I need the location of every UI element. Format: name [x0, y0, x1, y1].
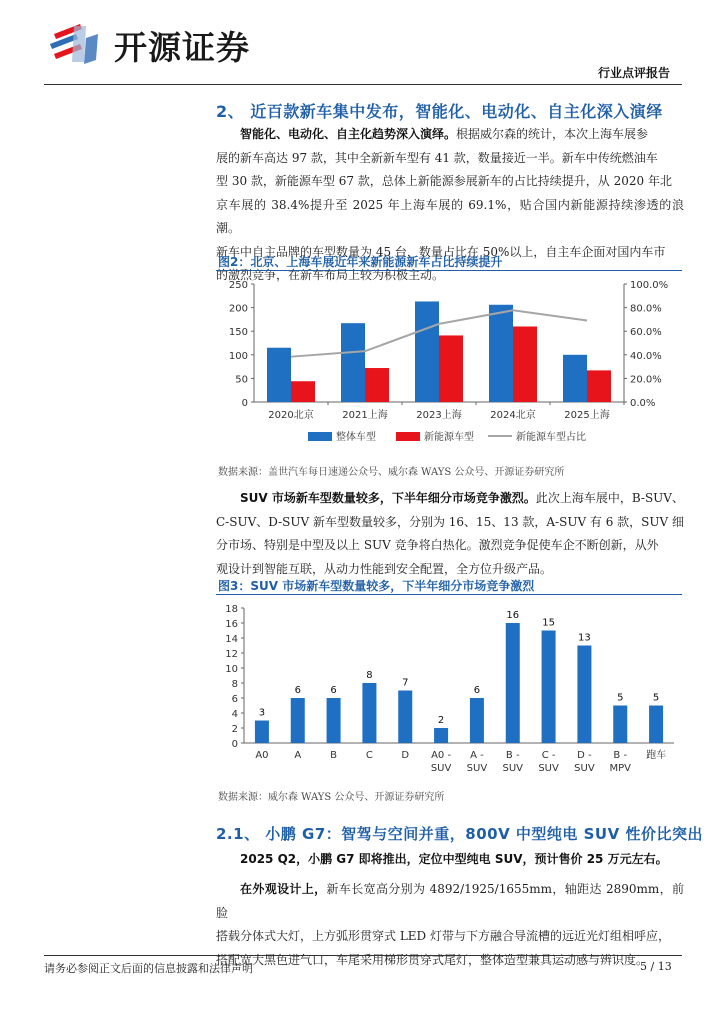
paragraph-g7-exterior: [216, 878, 684, 972]
bar-model-count: [291, 698, 305, 743]
legend-label-total: 整体车型: [336, 432, 376, 443]
y-tick-label: 6: [231, 694, 238, 705]
text-line: 的激烈竞争，在新车布局上较为积极主动。: [216, 268, 445, 282]
bar-data-label: 2: [437, 715, 445, 726]
footer-rule: [44, 955, 682, 956]
header-rule: [44, 84, 682, 85]
y-tick-label-left: 150: [228, 327, 248, 339]
bar-data-label: 6: [473, 685, 481, 696]
bar-model-count: [470, 698, 484, 743]
x-tick-label: SUV: [502, 763, 524, 774]
y-tick-label-right: 20.0%: [630, 374, 662, 386]
y-tick-label-left: 250: [228, 280, 248, 291]
y-tick-label: 14: [225, 634, 238, 645]
text-line: 新车长宽高分别为 4892/1925/1655mm，轴距达 2890mm，前脸: [216, 882, 684, 920]
bar-model-count: [362, 683, 376, 743]
bar-model-count: [577, 646, 591, 744]
x-tick-label: 跑车: [646, 750, 667, 761]
y-tick-label: 2: [231, 724, 238, 735]
y-tick-label-right: 60.0%: [630, 327, 662, 339]
bar-data-label: 3: [258, 707, 266, 719]
x-tick-label: 2023上海: [416, 410, 462, 421]
x-tick-label: MPV: [609, 763, 631, 774]
bar-data-label: 5: [617, 692, 624, 704]
x-tick-label: SUV: [538, 763, 559, 774]
bar-nev-vehicles: [291, 381, 315, 402]
y-tick-label: 12: [225, 649, 238, 660]
y-tick-label: 8: [231, 679, 238, 690]
figure2-chart: [214, 274, 684, 458]
y-tick-label: 0: [231, 739, 238, 750]
x-tick-label: B -: [613, 750, 628, 761]
x-tick-label: C: [365, 750, 373, 761]
text-line: 京车展的 38.4%提升至 2025 年上海车展的 69.1%，贴合国内新能源持续渗透的浪潮。: [216, 197, 684, 235]
paragraph-suv: [216, 487, 684, 581]
y-tick-label-right: 80.0%: [630, 303, 662, 315]
x-tick-label: 2025上海: [564, 410, 610, 421]
text-line: 新车中自主品牌的车型数量为 45 台，数量占比在 50%以上，自主车企面对国内车市: [216, 244, 666, 259]
text-line: 型 30 款，新能源车型 67 款，总体上新能源参展新车的占比持续提升，从 2020 年北: [216, 174, 672, 188]
figure2-title: 图2：北京、上海车展近年来新能源新车占比持续提升: [218, 255, 503, 269]
x-tick-label: 2024北京: [490, 410, 536, 421]
bar-data-label: 13: [578, 632, 591, 644]
figure3-rule: [216, 594, 682, 595]
y-tick-label-right: 40.0%: [630, 350, 662, 362]
x-tick-label: SUV: [574, 763, 595, 774]
text-line: 此次上海车展中，B-SUV、: [535, 491, 684, 505]
x-tick-label: D -: [577, 750, 592, 761]
bar-data-label: 5: [652, 692, 660, 704]
figure3-source: 数据来源：威尔森 WAYS 公众号、开源证券研究所: [218, 792, 445, 803]
bar-total-vehicles: [489, 305, 513, 402]
bar-data-label: 15: [542, 617, 555, 629]
text-line: 2025 Q2，小鹏 G7 即将推出，定位中型纯电 SUV，预计售价 25 万元左右。: [240, 852, 668, 866]
x-tick-label: B: [330, 750, 338, 761]
x-tick-label: A: [294, 750, 302, 761]
figure3-title: 图3：SUV 市场新车型数量较多，下半年细分市场竞争激烈: [218, 579, 535, 593]
y-tick-label-left: 50: [235, 374, 248, 386]
text-line: 根据威尔森的统计，本次上海车展参: [456, 127, 649, 141]
figure3-chart: [214, 598, 684, 780]
bar-model-count: [434, 728, 448, 743]
brand-name: 开源证券: [114, 28, 250, 67]
bar-data-label: 8: [366, 670, 373, 681]
bar-nev-vehicles: [439, 335, 463, 402]
bar-total-vehicles: [415, 301, 439, 402]
x-tick-label: 2020北京: [268, 410, 314, 421]
x-tick-label: SUV: [430, 763, 452, 774]
bar-data-label: 16: [506, 610, 520, 621]
x-tick-label: D: [401, 750, 410, 761]
page-number: 5 / 13: [640, 960, 672, 973]
paragraph-lead: SUV 市场新车型数量较多，下半年细分市场竞争激烈。: [240, 491, 536, 505]
x-tick-label: C -: [541, 750, 556, 761]
x-tick-label: SUV: [466, 763, 488, 774]
legend-label-nev: 新能源车型: [424, 432, 474, 443]
bar-nev-vehicles: [365, 368, 389, 402]
text-line: C-SUV、D-SUV 新车型数量较多，分别为 16、15、13 款，A-SUV 有 6 款，SUV 细: [216, 514, 685, 529]
y-tick-label: 4: [231, 709, 238, 720]
text-line: 搭载分体式大灯，上方弧形贯穿式 LED 灯带与下方融合导流槽的远近光灯组相呼应，: [216, 929, 670, 943]
bar-data-label: 6: [294, 685, 301, 696]
y-tick-label-left: 100: [228, 350, 248, 362]
y-tick-label-right: 0.0%: [630, 398, 656, 409]
figure2-source: 数据来源：盖世汽车每日速递公众号、威尔森 WAYS 公众号、开源证券研究所: [218, 467, 565, 478]
legend-label-share: 新能源车型占比: [516, 432, 586, 443]
subsection-heading: 2.1、 小鹏 G7：智驾与空间并重，800V 中型纯电 SUV 性价比突出: [216, 825, 703, 843]
bar-data-label: 7: [402, 677, 409, 689]
x-tick-label: B -: [505, 750, 520, 761]
text-line: 展的新车高达 97 款，其中全新新车型有 41 款，数量接近一半。新车中传统燃油车: [216, 150, 658, 165]
bar-model-count: [649, 706, 663, 744]
y-tick-label: 18: [225, 604, 238, 615]
brand-logo: [40, 16, 280, 68]
legend-swatch-nev: [396, 432, 420, 441]
bar-total-vehicles: [267, 348, 291, 402]
bar-model-count: [327, 698, 341, 743]
legend-swatch-total: [308, 432, 332, 441]
y-tick-label: 16: [225, 619, 238, 630]
x-tick-label: 2021上海: [342, 410, 388, 421]
paragraph-g7-intro: [216, 848, 684, 872]
bar-model-count: [613, 706, 627, 744]
bar-model-count: [542, 631, 556, 744]
logo-mark-icon: [40, 16, 102, 68]
paragraph-lead: 智能化、电动化、自主化趋势深入演绎。: [240, 127, 457, 141]
y-tick-label-left: 0: [241, 398, 248, 409]
bar-nev-vehicles: [513, 326, 537, 402]
text-line: 搭配宽大黑色进气口，车尾采用梯形贯穿式尾灯，整体造型兼具运动感与辨识度。: [216, 952, 649, 967]
y-tick-label-left: 200: [228, 303, 248, 315]
bar-model-count: [255, 721, 269, 744]
report-type-label: 行业点评报告: [598, 66, 671, 80]
bar-total-vehicles: [563, 355, 587, 402]
x-tick-label: A -: [470, 750, 484, 761]
x-tick-label: A0: [255, 750, 269, 761]
bar-nev-vehicles: [587, 370, 611, 402]
x-tick-label: A0 -: [431, 750, 452, 761]
bar-model-count: [506, 623, 520, 743]
figure2-rule: [216, 270, 682, 271]
bar-data-label: 6: [330, 685, 337, 696]
y-tick-label-right: 100.0%: [630, 280, 669, 291]
section-heading: 2、 近百款新车集中发布，智能化、电动化、自主化深入演绎: [216, 102, 663, 121]
footer-disclaimer: 请务必参阅正文后面的信息披露和法律声明: [44, 962, 253, 975]
text-line: 观设计到智能互联，从动力性能到安全配置，全方位升级产品。: [216, 561, 553, 576]
text-line: 分市场、特别是中型及以上 SUV 竞争将白热化。激烈竞争促使车企不断创新，从外: [216, 538, 659, 552]
bar-model-count: [398, 691, 412, 744]
paragraph-lead: 在外观设计上，: [240, 882, 327, 896]
bar-total-vehicles: [341, 323, 365, 402]
y-tick-label: 10: [225, 664, 238, 675]
